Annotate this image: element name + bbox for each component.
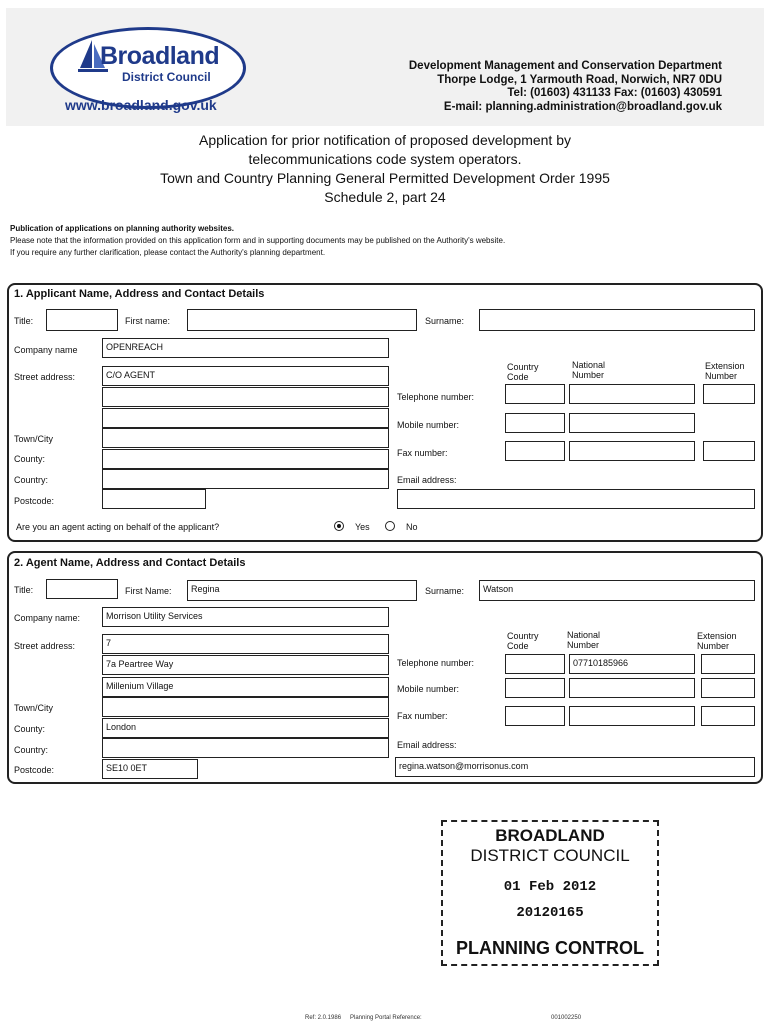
agent-surname-label: Surname: bbox=[425, 586, 465, 596]
stamp-council-line-1: BROADLAND bbox=[495, 826, 605, 845]
applicant-section-title: 1. Applicant Name, Address and Contact Details bbox=[14, 288, 265, 300]
applicant-fax-label: Fax number: bbox=[397, 448, 448, 458]
applicant-company-label: Company name bbox=[14, 345, 78, 355]
agent-county-field[interactable]: London bbox=[102, 718, 389, 738]
agent-first-name-field[interactable]: Regina bbox=[187, 580, 417, 601]
applicant-street-field-1[interactable]: C/O AGENT bbox=[102, 366, 389, 386]
publication-note: Please note that the information provided on this application form and in supporting documents may be published on the Authority's website. bbox=[10, 236, 506, 245]
applicant-email-field[interactable] bbox=[397, 489, 755, 509]
dept-name: Development Management and Conservation Department bbox=[408, 60, 722, 72]
publication-heading: Publication of applications on planning authority websites. bbox=[10, 224, 235, 233]
footer-portal-number: 001002250 bbox=[551, 1015, 582, 1021]
agent-town-label: Town/City bbox=[14, 703, 54, 713]
agent-country-label: Country: bbox=[14, 745, 49, 755]
applicant-email-label: Email address: bbox=[397, 475, 457, 485]
dept-address: Thorpe Lodge, 1 Yarmouth Road, Norwich, NR7 0DU bbox=[437, 74, 722, 86]
applicant-title-label: Title: bbox=[14, 316, 34, 326]
agent-mobile-country-code[interactable] bbox=[505, 678, 565, 698]
form-title-line-3: Town and Country Planning General Permitted Development Order 1995 bbox=[160, 170, 610, 186]
footer-ref: Ref: 2.0.1986 bbox=[305, 1015, 342, 1021]
applicant-county-label: County: bbox=[14, 454, 46, 464]
agent-no-label: No bbox=[406, 522, 418, 532]
agent-postcode-field[interactable]: SE10 0ET bbox=[102, 759, 198, 779]
agent-national-number-header: National Number bbox=[567, 630, 601, 650]
applicant-postcode-field[interactable] bbox=[102, 489, 206, 509]
agent-mobile-extension[interactable] bbox=[701, 678, 755, 698]
agent-surname-field[interactable]: Watson bbox=[479, 580, 755, 601]
agent-no-radio[interactable] bbox=[385, 521, 395, 531]
agent-postcode-label: Postcode: bbox=[14, 765, 55, 775]
council-subtitle: District Council bbox=[122, 70, 211, 84]
agent-question: Are you an agent acting on behalf of the applicant? bbox=[16, 522, 220, 532]
applicant-postcode-label: Postcode: bbox=[14, 496, 55, 506]
applicant-town-field[interactable] bbox=[102, 428, 389, 448]
stamp-date: 01 Feb 2012 bbox=[503, 879, 597, 895]
applicant-country-code-header: Country Code bbox=[507, 362, 539, 382]
applicant-tel-number[interactable] bbox=[569, 384, 695, 404]
stamp-reference: 20120165 bbox=[516, 905, 584, 921]
applicant-company-field[interactable]: OPENREACH bbox=[102, 338, 389, 358]
agent-first-name-label: First Name: bbox=[125, 586, 172, 596]
agent-company-label: Company name: bbox=[14, 613, 81, 623]
agent-tel-country-code[interactable] bbox=[505, 654, 565, 674]
applicant-street-label: Street address: bbox=[14, 372, 76, 382]
applicant-fax-extension[interactable] bbox=[703, 441, 755, 461]
applicant-street-field-3[interactable] bbox=[102, 408, 389, 428]
publication-clarification: If you require any further clarification, please contact the Authority's planning department. bbox=[10, 248, 326, 257]
form-title-line-2: telecommunications code system operators. bbox=[248, 151, 522, 167]
agent-street-field-2[interactable]: 7a Peartree Way bbox=[102, 655, 389, 675]
agent-country-field[interactable] bbox=[102, 738, 389, 758]
applicant-street-field-2[interactable] bbox=[102, 387, 389, 407]
applicant-first-name-label: First name: bbox=[125, 316, 171, 326]
applicant-title-field[interactable] bbox=[46, 309, 118, 331]
applicant-tel-extension[interactable] bbox=[703, 384, 755, 404]
agent-section-title: 2. Agent Name, Address and Contact Details bbox=[14, 557, 246, 569]
agent-extension-header: Extension Number bbox=[697, 631, 737, 651]
council-name: Broadland bbox=[100, 42, 220, 70]
dept-phone: Tel: (01603) 431133 Fax: (01603) 430591 bbox=[507, 87, 722, 99]
applicant-first-name-field[interactable] bbox=[187, 309, 417, 331]
agent-yes-radio[interactable] bbox=[334, 521, 344, 531]
applicant-surname-label: Surname: bbox=[425, 316, 465, 326]
applicant-town-label: Town/City bbox=[14, 434, 54, 444]
applicant-tel-country-code[interactable] bbox=[505, 384, 565, 404]
applicant-mobile-label: Mobile number: bbox=[397, 420, 460, 430]
agent-email-label: Email address: bbox=[397, 740, 457, 750]
agent-town-field[interactable] bbox=[102, 697, 389, 717]
agent-tel-extension[interactable] bbox=[701, 654, 755, 674]
applicant-country-label: Country: bbox=[14, 475, 49, 485]
agent-fax-country-code[interactable] bbox=[505, 706, 565, 726]
stamp-council-line-2: DISTRICT COUNCIL bbox=[470, 846, 630, 865]
agent-street-field-1[interactable]: 7 bbox=[102, 634, 389, 654]
applicant-county-field[interactable] bbox=[102, 449, 389, 469]
agent-telephone-label: Telephone number: bbox=[397, 658, 475, 668]
agent-county-label: County: bbox=[14, 724, 46, 734]
applicant-mobile-country-code[interactable] bbox=[505, 413, 565, 433]
applicant-country-field[interactable] bbox=[102, 469, 389, 489]
applicant-fax-country-code[interactable] bbox=[505, 441, 565, 461]
applicant-telephone-label: Telephone number: bbox=[397, 392, 475, 402]
agent-title-label: Title: bbox=[14, 585, 34, 595]
agent-mobile-number[interactable] bbox=[569, 678, 695, 698]
applicant-mobile-number[interactable] bbox=[569, 413, 695, 433]
agent-yes-label: Yes bbox=[355, 522, 370, 532]
form-title-line-1: Application for prior notification of proposed development by bbox=[199, 132, 571, 148]
agent-street-label: Street address: bbox=[14, 641, 76, 651]
agent-fax-number[interactable] bbox=[569, 706, 695, 726]
agent-title-field[interactable] bbox=[46, 579, 118, 599]
agent-fax-extension[interactable] bbox=[701, 706, 755, 726]
agent-fax-label: Fax number: bbox=[397, 711, 448, 721]
applicant-extension-header: Extension Number bbox=[705, 361, 745, 381]
applicant-surname-field[interactable] bbox=[479, 309, 755, 331]
agent-street-field-3[interactable]: Millenium Village bbox=[102, 677, 389, 697]
footer-portal-label: Planning Portal Reference: bbox=[350, 1015, 422, 1021]
agent-tel-number[interactable]: 07710185966 bbox=[569, 654, 695, 674]
agent-mobile-label: Mobile number: bbox=[397, 684, 460, 694]
form-title-line-4: Schedule 2, part 24 bbox=[324, 189, 446, 205]
applicant-fax-number[interactable] bbox=[569, 441, 695, 461]
applicant-national-number-header: National Number bbox=[572, 360, 606, 380]
agent-company-field[interactable]: Morrison Utility Services bbox=[102, 607, 389, 627]
dept-email: E-mail: planning.administration@broadland.gov.uk bbox=[443, 101, 722, 113]
council-website-link[interactable]: www.broadland.gov.uk bbox=[65, 97, 217, 113]
stamp-planning-control: PLANNING CONTROL bbox=[456, 938, 644, 958]
agent-country-code-header: Country Code bbox=[507, 631, 539, 651]
agent-email-field[interactable]: regina.watson@morrisonus.com bbox=[395, 757, 755, 777]
